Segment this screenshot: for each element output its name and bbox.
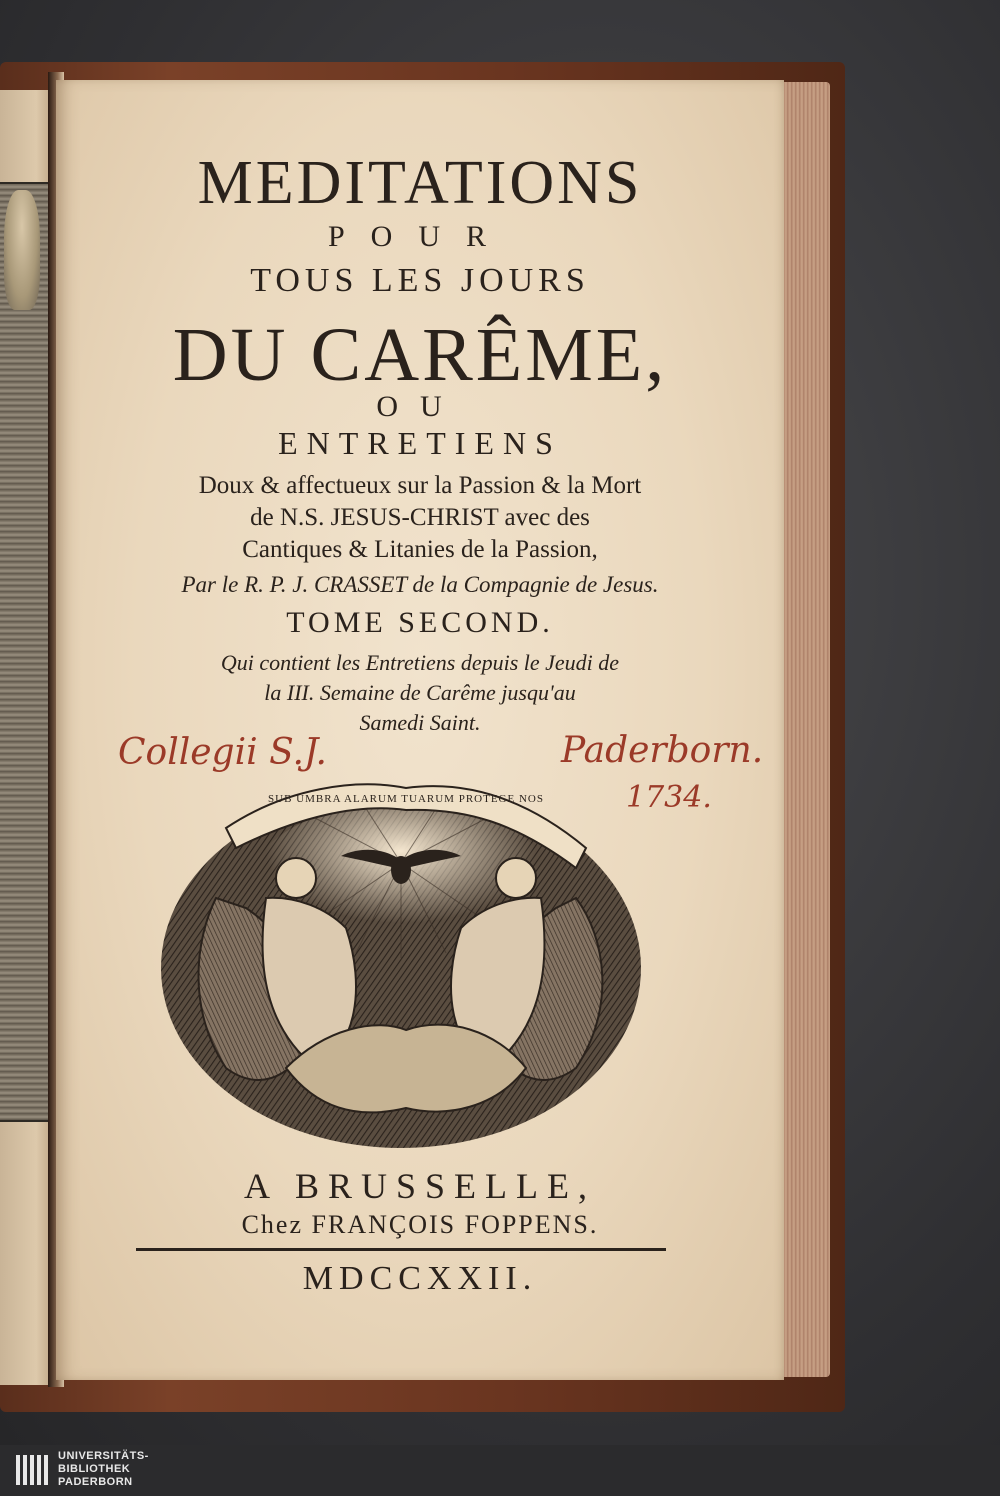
left-angel-head [276, 858, 316, 898]
author-line: Par le R. P. J. CRASSET de la Compagnie de Jesus. [181, 572, 659, 597]
library-name-line-2: BIBLIOTHEK [58, 1463, 131, 1475]
library-name-line-3: PADERBORN [58, 1476, 133, 1488]
title-ou: OU [376, 390, 464, 423]
right-angel-head [496, 858, 536, 898]
motto-banner-text: SUB UMBRA ALARUM TUARUM PROTEGE NOS [268, 793, 544, 805]
title-du-careme: DU CARÊME, [172, 313, 668, 397]
imprint-printer: Chez FRANÇOIS FOPPENS. [241, 1210, 599, 1239]
title-meditations: MEDITATIONS [197, 149, 643, 217]
frontispiece-arm-detail [4, 190, 40, 310]
imprint-year: MDCCXXII. [302, 1260, 538, 1297]
title-pour: POUR [327, 220, 513, 253]
subtitle-line-3: Cantiques & Litanies de la Passion, [242, 536, 598, 563]
contents-line-2: la III. Semaine de Carême jusqu'au [264, 680, 576, 705]
library-logo-icon [14, 1451, 50, 1489]
woodcut-vignette [156, 768, 646, 1158]
contents-line-1: Qui contient les Entretiens depuis le Jeudi de [220, 650, 620, 675]
subtitle-line-1: Doux & affectueux sur la Passion & la Mort [198, 472, 642, 499]
library-footer [0, 1445, 1000, 1496]
dove-body [391, 856, 411, 884]
ownership-inscription-right: Paderborn. [561, 730, 764, 771]
ownership-inscription-year: 1734. [626, 780, 712, 815]
library-name-line-1: UNIVERSITÄTS- [58, 1450, 149, 1462]
volume-label: TOME SECOND. [286, 606, 554, 639]
frontispiece-engraving [0, 182, 50, 1122]
subtitle-line-2: de N.S. JESUS-CHRIST avec des [250, 504, 590, 531]
library-name [58, 1450, 149, 1489]
title-entretiens: ENTRETIENS [278, 425, 562, 461]
imprint-city: A BRUSSELLE, [243, 1166, 597, 1206]
contents-line-3: Samedi Saint. [359, 710, 481, 735]
imprint-rule [136, 1248, 666, 1251]
title-page [56, 80, 784, 1380]
title-tous-les-jours: TOUS LES JOURS [250, 262, 590, 299]
ownership-inscription-left: Collegii S.J. [118, 732, 327, 773]
page-edges [780, 82, 830, 1377]
